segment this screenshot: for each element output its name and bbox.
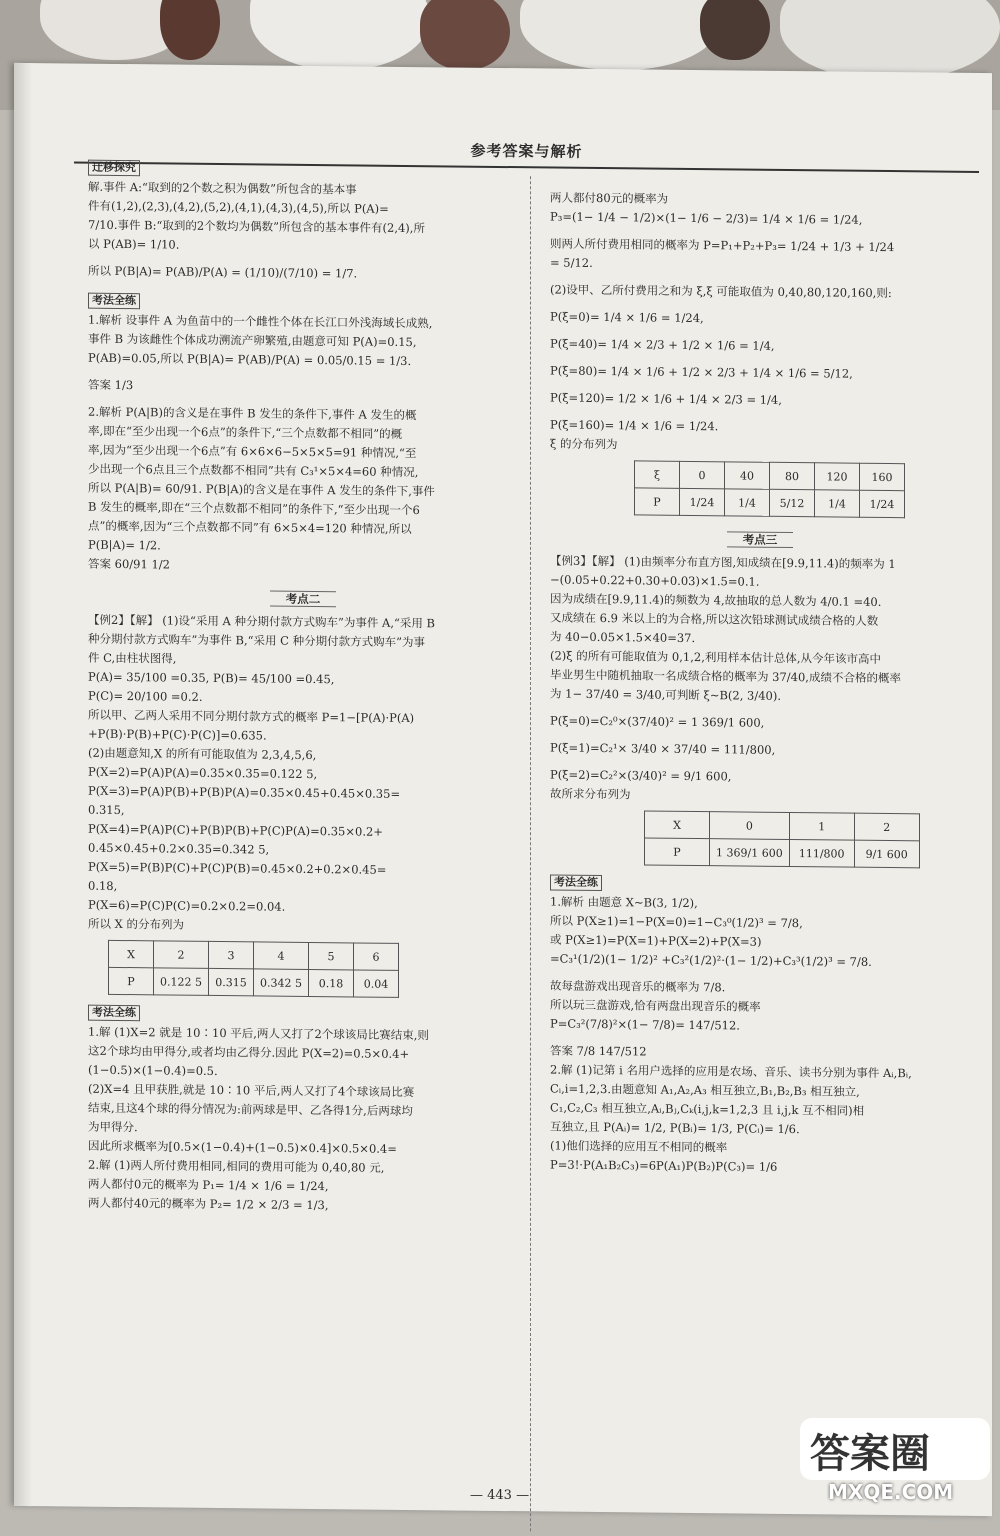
text-line: (2)由题意知,X 的所有可能取值为 2,3,4,5,6,: [88, 745, 317, 763]
text-line: 所以 P(B|A)= P(AB)/P(A) = (1/10)/(7/10) = 1/7.: [88, 263, 358, 281]
text-line: 少出现一个6点且三个点数都不相同”共有 C₃¹×5×4=60 种情况,: [88, 461, 419, 480]
text-line: 解.事件 A:“取到的2个数之积为偶数”所包含的基本事: [88, 179, 357, 197]
text-line: 为 1− 37/40 = 3/40,可判断 ξ~B(2, 3/40).: [550, 686, 781, 703]
table-cell: 0: [680, 461, 725, 488]
text-line: 【例2】【解】 (1)设“采用 A 种分期付款方式购车”为事件 A,“采用 B: [88, 612, 435, 631]
text-line: 1.解 (1)X=2 就是 10∶10 平后,两人又打了2个球该局比赛结束,则: [88, 1024, 429, 1043]
text-line: 故所求分布列为: [550, 786, 631, 802]
text-line: P(B|A)= 1/2.: [88, 537, 161, 553]
text-line: 0.315,: [88, 802, 125, 818]
table-cell: 0.342 5: [254, 969, 309, 997]
table-cell: X: [109, 940, 154, 967]
text-line: 又成绩在 6.9 米以上的为合格,所以这次铅球测试成绩合格的人数: [550, 610, 879, 628]
text-line: P(ξ=0)=C₂⁰×(37/40)² = 1 369/1 600,: [550, 713, 765, 730]
table-cell: 80: [770, 462, 815, 489]
text-line: 为 40−0.05×1.5×40=37.: [550, 629, 696, 646]
text-line: 互独立,且 P(Aᵢ)= 1/2, P(Bᵢ)= 1/3, P(Cᵢ)= 1/6.: [550, 1119, 800, 1137]
answer-line: 答案 1/3: [88, 377, 134, 393]
text-line: 所以甲、乙两人采用不同分期付款方式的概率 P=1−[P(A)·P(A): [88, 707, 415, 726]
table-cell: P: [109, 967, 154, 994]
table-cell: 120: [815, 463, 860, 490]
text-line: P(X=3)=P(A)P(B)+P(B)P(A)=0.35×0.45+0.45×0.35=: [88, 783, 401, 801]
table-cell: 3: [209, 941, 254, 968]
table-row: [645, 838, 920, 868]
table-cell: 5: [309, 942, 354, 969]
text-line: (2)X=4 且甲获胜,就是 10∶10 平后,两人又打了4个球该局比赛: [88, 1081, 415, 1100]
table-cell: 0.18: [309, 969, 354, 996]
watermark-url: MXQE.COM: [828, 1480, 954, 1504]
text-line: +P(B)·P(B)+P(C)·P(C)]=0.635.: [88, 726, 267, 743]
table-row: [635, 461, 905, 491]
table-cell: 9/1 600: [854, 840, 919, 868]
text-line: 2.解 (1)两人所付费用相同,相同的费用可能为 0,40,80 元,: [88, 1157, 385, 1175]
text-line: 7/10.事件 B:“取到的2个数均为偶数”所包含的基本事件有(2,4),所: [88, 217, 425, 236]
page-number: — 443 —: [470, 1488, 530, 1503]
table-cell: 1 369/1 600: [710, 839, 790, 867]
text-line: P(X=2)=P(A)P(A)=0.35×0.35=0.122 5,: [88, 764, 318, 782]
stone: [160, 0, 220, 60]
text-line: P(ξ=120)= 1/2 × 1/6 + 1/4 × 2/3 = 1/4,: [550, 390, 782, 407]
watermark-text: 答案圈: [810, 1431, 930, 1477]
table-cell: 4: [254, 942, 309, 970]
table-cell: 1: [789, 812, 854, 840]
text-line: Cᵢ,i=1,2,3.由题意知 A₁,A₂,A₃ 相互独立,B₁,B₂,B₃ 相互独立,: [550, 1081, 860, 1099]
text-line: 点”的概率,因为“三个点数都不同”有 6×5×4=120 种情况,所以: [88, 518, 412, 537]
table-row: [109, 967, 399, 997]
table-cell: 1/24: [680, 488, 725, 515]
text-line: (1)他们选择的应用互不相同的概率: [550, 1138, 728, 1155]
text-line: 以 P(AB)= 1/10.: [88, 236, 180, 252]
table-cell: 6: [354, 943, 399, 970]
watermark-logo: [800, 1418, 990, 1504]
text-line: 所以 P(X≥1)=1−P(X=0)=1−C₃⁰(1/2)³ = 7/8,: [550, 913, 803, 931]
text-line: 毕业男生中随机抽取一名成绩合格的概率为 37/40,成绩不合格的概率: [550, 667, 901, 686]
table-cell: X: [645, 811, 710, 839]
text-line: 所以 P(A|B)= 60/91. P(B|A)的含义是在事件 A 发生的条件下,事件: [88, 480, 435, 499]
table-cell: 0: [710, 812, 790, 840]
textbook-page: [14, 63, 992, 1516]
stone: [700, 0, 770, 60]
stone: [520, 0, 720, 70]
text-line: P(ξ=2)=C₂²×(3/40)² = 9/1 600,: [550, 767, 732, 784]
text-line: 件有(1,2),(2,3),(4,2),(5,2),(4,1),(4,3),(4,5),所以 P(A)=: [88, 198, 389, 216]
table-cell: 5/12: [770, 489, 815, 516]
text-line: 【例3】【解】 (1)由频率分布直方图,知成绩在[9.9,11.4)的频率为 1: [550, 553, 896, 572]
text-line: 则两人所付费用相同的概率为 P=P₁+P₂+P₃= 1/24 + 1/3 + 1/24: [550, 236, 895, 255]
page-edge: [14, 63, 32, 1506]
text-line: 件 C,由柱状图得,: [88, 650, 177, 666]
distribution-table-xi2: [644, 810, 920, 868]
left-column: [88, 156, 518, 1218]
stone: [250, 0, 430, 70]
text-line: 所以 X 的分布列为: [88, 916, 184, 932]
text-line: (2)设甲、乙所付费用之和为 ξ,ξ 可能取值为 0,40,80,120,160,则:: [550, 282, 892, 301]
answer-line: 答案 7/8 147/512: [550, 1043, 647, 1059]
text-line: 故每盘游戏出现音乐的概率为 7/8.: [550, 978, 726, 995]
text-line: 2.解 (1)记第 i 名用户选择的应用是农场、音乐、读书分别为事件 Aᵢ,Bᵢ,: [550, 1062, 912, 1081]
text-line: (1−0.5)×(1−0.4)=0.5.: [88, 1062, 218, 1079]
stone: [780, 0, 1000, 80]
table-cell: 1/24: [860, 490, 905, 517]
page-title: 参考答案与解析: [470, 141, 583, 161]
table-cell: 0.04: [354, 970, 399, 997]
table-cell: 2: [154, 941, 209, 969]
table-row: [109, 940, 399, 970]
section-tag: 迁移探究: [88, 160, 140, 177]
table-cell: 160: [860, 463, 905, 490]
text-line: P(X=4)=P(A)P(C)+P(B)P(B)+P(C)P(A)=0.35×0.2+: [88, 821, 383, 839]
text-line: P(ξ=40)= 1/4 × 2/3 + 1/2 × 1/6 = 1/4,: [550, 336, 775, 353]
text-line: B 发生的概率,即在“三个点数都不相同”的条件下,“至少出现一个6: [88, 499, 420, 518]
text-line: (2)ξ 的所有可能取值为 0,1,2,利用样本估计总体,从今年该市高中: [550, 648, 882, 666]
table-cell: ξ: [635, 461, 680, 488]
section-heading: [88, 588, 518, 612]
column-divider: [530, 176, 531, 1531]
text-line: P(ξ=80)= 1/4 × 1/6 + 1/2 × 2/3 + 1/4 × 1/6 = 5/12,: [550, 363, 853, 381]
table-cell: P: [635, 488, 680, 515]
text-line: P₃=(1− 1/4 − 1/2)×(1− 1/6 − 2/3)= 1/4 × 1/6 = 1/24,: [550, 209, 863, 227]
section-heading-label: 考点二: [270, 591, 337, 608]
text-line: P(X=6)=P(C)P(C)=0.2×0.2=0.04.: [88, 897, 286, 914]
text-line: 0.18,: [88, 878, 118, 893]
text-line: 2.解析 P(A|B)的含义是在事件 B 发生的条件下,事件 A 发生的概: [88, 404, 417, 423]
right-column: [550, 188, 970, 1178]
section-tag: 考法全练: [88, 293, 140, 310]
text-line: 率,即在“至少出现一个6点”的条件下,“三个点数都不相同”的概: [88, 423, 403, 441]
section-heading-label: 考点三: [727, 531, 794, 548]
table-cell: 0.315: [209, 968, 254, 995]
answer-line: 答案 60/91 1/2: [88, 556, 170, 572]
text-line: P(ξ=160)= 1/4 × 1/6 = 1/24.: [550, 417, 719, 434]
table-cell: 111/800: [789, 839, 854, 867]
text-line: P(AB)=0.05,所以 P(B|A)= P(AB)/P(A) = 0.05/0.15 = 1/3.: [88, 350, 412, 369]
section-tag: 考法全练: [88, 1005, 140, 1022]
text-line: P(ξ=0)= 1/4 × 1/6 = 1/24,: [550, 309, 704, 326]
text-line: P=3!·P(A₁B₂C₃)=6P(A₁)P(B₂)P(C₃)= 1/6: [550, 1157, 778, 1174]
table-cell: 0.122 5: [154, 968, 209, 996]
text-line: P(X=5)=P(B)P(C)+P(C)P(B)=0.45×0.2+0.2×0.45=: [88, 859, 387, 877]
stone: [420, 0, 510, 70]
text-line: −(0.05+0.22+0.30+0.03)×1.5=0.1.: [550, 572, 760, 589]
table-cell: 1/4: [725, 489, 770, 516]
text-line: 1.解析 设事件 A 为鱼苗中的一个雌性个体在长江口外浅海域长成熟,: [88, 312, 433, 331]
text-line: 这2个球均由甲得分,或者均由乙得分.因此 P(X=2)=0.5×0.4+: [88, 1043, 410, 1062]
text-line: 0.45×0.45+0.2×0.35=0.342 5,: [88, 840, 270, 857]
section-tag: 考法全练: [550, 874, 602, 891]
text-line: ξ 的分布列为: [550, 436, 618, 452]
text-line: = 5/12.: [550, 255, 593, 270]
distribution-table-xi: [634, 460, 905, 518]
text-line: 为甲得分.: [88, 1119, 138, 1135]
text-line: 结束,且这4个球的得分情况为:前两球是甲、乙各得1分,后两球均: [88, 1100, 413, 1119]
text-line: 1.解析 由题意 X~B(3, 1/2),: [550, 894, 698, 911]
text-line: P(C)= 20/100 =0.2.: [88, 688, 203, 704]
table-row: [645, 811, 920, 841]
text-line: 种分期付款方式购车”为事件 B,“采用 C 种分期付款方式购车”为事: [88, 631, 426, 650]
text-line: 两人都付0元的概率为 P₁= 1/4 × 1/6 = 1/24,: [88, 1176, 329, 1194]
text-line: P(ξ=1)=C₂¹× 3/40 × 37/40 = 111/800,: [550, 740, 776, 757]
text-line: P(A)= 35/100 =0.35, P(B)= 45/100 =0.45,: [88, 669, 335, 687]
table-cell: 2: [854, 813, 919, 841]
text-line: 两人都付80元的概率为: [550, 190, 669, 206]
text-line: 所以玩三盘游戏,恰有两盘出现音乐的概率: [550, 997, 761, 1014]
section-heading: [550, 528, 970, 551]
text-line: P=C₃²(7/8)²×(1− 7/8)= 147/512.: [550, 1016, 740, 1033]
text-line: C₁,C₂,C₃ 相互独立,Aᵢ,Bⱼ,Cₖ(i,j,k=1,2,3 且 i,j,k 互不相同)相: [550, 1100, 865, 1118]
text-line: 因此所求概率为[0.5×(1−0.4)+(1−0.5)×0.4]×0.5×0.4=: [88, 1138, 397, 1156]
table-cell: 1/4: [815, 490, 860, 517]
table-cell: 40: [725, 462, 770, 489]
text-line: 率,因为“至少出现一个6点”有 6×6×6−5×5×5=91 种情况,“至: [88, 442, 417, 461]
text-line: 因为成绩在[9.9,11.4)的频数为 4,故抽取的总人数为 4/0.1 =40.: [550, 591, 882, 609]
table-row: [635, 488, 905, 518]
distribution-table-x: [108, 940, 399, 998]
table-cell: P: [645, 838, 710, 866]
text-line: =C₃¹(1/2)(1− 1/2)² +C₃²(1/2)²·(1− 1/2)+C₃³(1/2)³ = 7/8.: [550, 951, 872, 969]
text-line: 事件 B 为该雌性个体成功溯流产卵繁殖,由题意可知 P(A)=0.15,: [88, 331, 417, 350]
text-line: 两人都付40元的概率为 P₂= 1/2 × 2/3 = 1/3,: [88, 1195, 329, 1213]
text-line: 或 P(X≥1)=P(X=1)+P(X=2)+P(X=3): [550, 932, 762, 949]
